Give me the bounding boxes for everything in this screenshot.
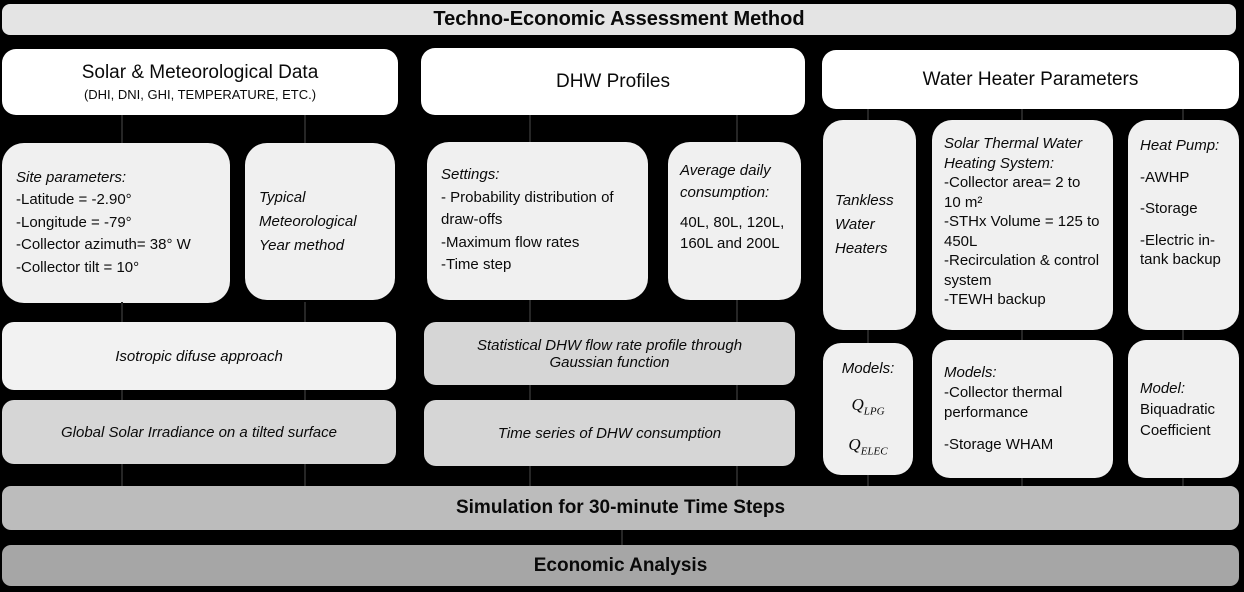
dhw-settings-title: Settings: xyxy=(441,166,500,183)
model-biquadratic-box xyxy=(1128,340,1239,478)
solar-header-subtitle: (DHI, DNI, GHI, TEMPERATURE, ETC.) xyxy=(83,87,317,102)
isotropic-diffuse-box xyxy=(2,322,396,390)
models-collector-line: -Storage WHAM xyxy=(944,436,1054,454)
connector-line xyxy=(121,302,123,322)
dhw-header-title: DHW Profiles xyxy=(555,70,670,92)
water-heater-column-header xyxy=(822,50,1239,109)
dhw-settings-box xyxy=(427,142,648,300)
tmy-method-label: Typical Meteorological Year method xyxy=(259,188,357,254)
connector-line xyxy=(529,385,531,400)
global-irradiance-box xyxy=(2,400,396,464)
models-collector-line: -Collector thermal performance xyxy=(944,383,1063,421)
connector-line xyxy=(1182,330,1184,340)
heat-pump-box xyxy=(1128,120,1239,330)
statistical-profile-label: Statistical DHW flow rate profile through Gaussian function xyxy=(476,336,743,371)
tankless-label: Tankless Water Heaters xyxy=(835,192,894,257)
statistical-profile-box xyxy=(424,322,795,385)
connector-line xyxy=(621,530,623,545)
connector-line xyxy=(736,466,738,486)
connector-line xyxy=(121,390,123,400)
solar-thermal-line: -TEWH backup xyxy=(944,291,1046,308)
isotropic-diffuse-label: Isotropic difuse approach xyxy=(115,347,283,365)
connector-line xyxy=(121,464,123,486)
connector-line xyxy=(736,385,738,400)
solar-thermal-line: -Collector area= 2 to 10 m² xyxy=(944,174,1081,211)
connector-line xyxy=(121,115,123,143)
timeseries-label: Time series of DHW consumption xyxy=(497,424,722,442)
economic-analysis-label: Economic Analysis xyxy=(533,554,708,576)
dhw-settings-line: -Maximum flow rates xyxy=(441,233,580,251)
solar-column-header xyxy=(2,49,398,115)
connector-line xyxy=(1021,109,1023,120)
water-heater-header-title: Water Heater Parameters xyxy=(922,68,1139,90)
solar-thermal-title: Solar Thermal Water Heating System: xyxy=(944,135,1083,172)
dhw-settings-line: -Time step xyxy=(441,256,512,273)
site-parameter-line: -Latitude = -2.90° xyxy=(16,191,132,209)
connector-line xyxy=(1021,330,1023,340)
global-irradiance-label: Global Solar Irradiance on a tilted surface xyxy=(61,423,337,441)
solar-thermal-box xyxy=(932,120,1113,330)
heat-pump-title: Heat Pump: xyxy=(1140,137,1220,154)
connector-line xyxy=(867,330,869,343)
daily-consumption-box xyxy=(668,142,801,300)
connector-line xyxy=(1021,478,1023,486)
model-biquadratic-title: Model: xyxy=(1140,379,1186,397)
dhw-settings-line: - Probability distribution of draw-offs xyxy=(441,188,614,228)
daily-consumption-values: 40L, 80L, 120L, 160L and 200L xyxy=(680,213,785,253)
title-banner xyxy=(2,4,1236,35)
heat-pump-line: -Electric in-tank backup xyxy=(1140,231,1221,268)
models-q-box xyxy=(823,343,913,475)
tmy-method-box xyxy=(245,143,395,300)
connector-line xyxy=(529,300,531,322)
connector-line xyxy=(529,115,531,142)
connector-line xyxy=(1182,478,1184,486)
connector-line xyxy=(867,109,869,120)
solar-header-title: Solar & Meteorological Data xyxy=(81,62,319,83)
heat-pump-line: -Storage xyxy=(1140,200,1198,217)
q-lpg-formula: $Q_{LPG}$ xyxy=(851,395,885,418)
site-parameter-line: -Collector azimuth= 38° W xyxy=(16,236,191,254)
connector-line xyxy=(304,302,306,322)
connector-line xyxy=(304,390,306,400)
site-parameter-line: -Collector tilt = 10° xyxy=(16,258,140,276)
solar-thermal-line: -Recirculation & control system xyxy=(944,252,1100,289)
economic-analysis-bar xyxy=(2,545,1239,586)
connector-line xyxy=(304,115,306,143)
site-parameter-line: -Longitude = -79° xyxy=(16,213,132,231)
models-q-title: Models: xyxy=(841,359,895,377)
simulation-bar xyxy=(2,486,1239,530)
connector-line xyxy=(529,466,531,486)
simulation-label: Simulation for 30-minute Time Steps xyxy=(455,497,786,518)
tankless-box xyxy=(823,120,916,330)
site-parameters-title: Site parameters: xyxy=(16,168,127,186)
daily-consumption-title: Average daily consumption: xyxy=(680,162,771,201)
connector-line xyxy=(736,300,738,322)
connector-line xyxy=(736,115,738,142)
solar-thermal-line: -STHx Volume = 125 to 450L xyxy=(944,213,1100,250)
dhw-column-header xyxy=(421,48,805,115)
models-collector-title: Models: xyxy=(944,363,997,381)
models-collector-box xyxy=(932,340,1113,478)
connector-line xyxy=(1182,109,1184,120)
connector-line xyxy=(304,464,306,486)
timeseries-box xyxy=(424,400,795,466)
q-elec-formula: $Q_{ELEC}$ xyxy=(848,435,888,458)
connector-line xyxy=(867,475,869,486)
heat-pump-line: -AWHP xyxy=(1140,168,1190,186)
site-parameters-box xyxy=(2,143,230,303)
page-title: Techno-Economic Assessment Method xyxy=(433,8,805,30)
model-biquadratic-body: Biquadratic Coefficient xyxy=(1140,400,1216,439)
